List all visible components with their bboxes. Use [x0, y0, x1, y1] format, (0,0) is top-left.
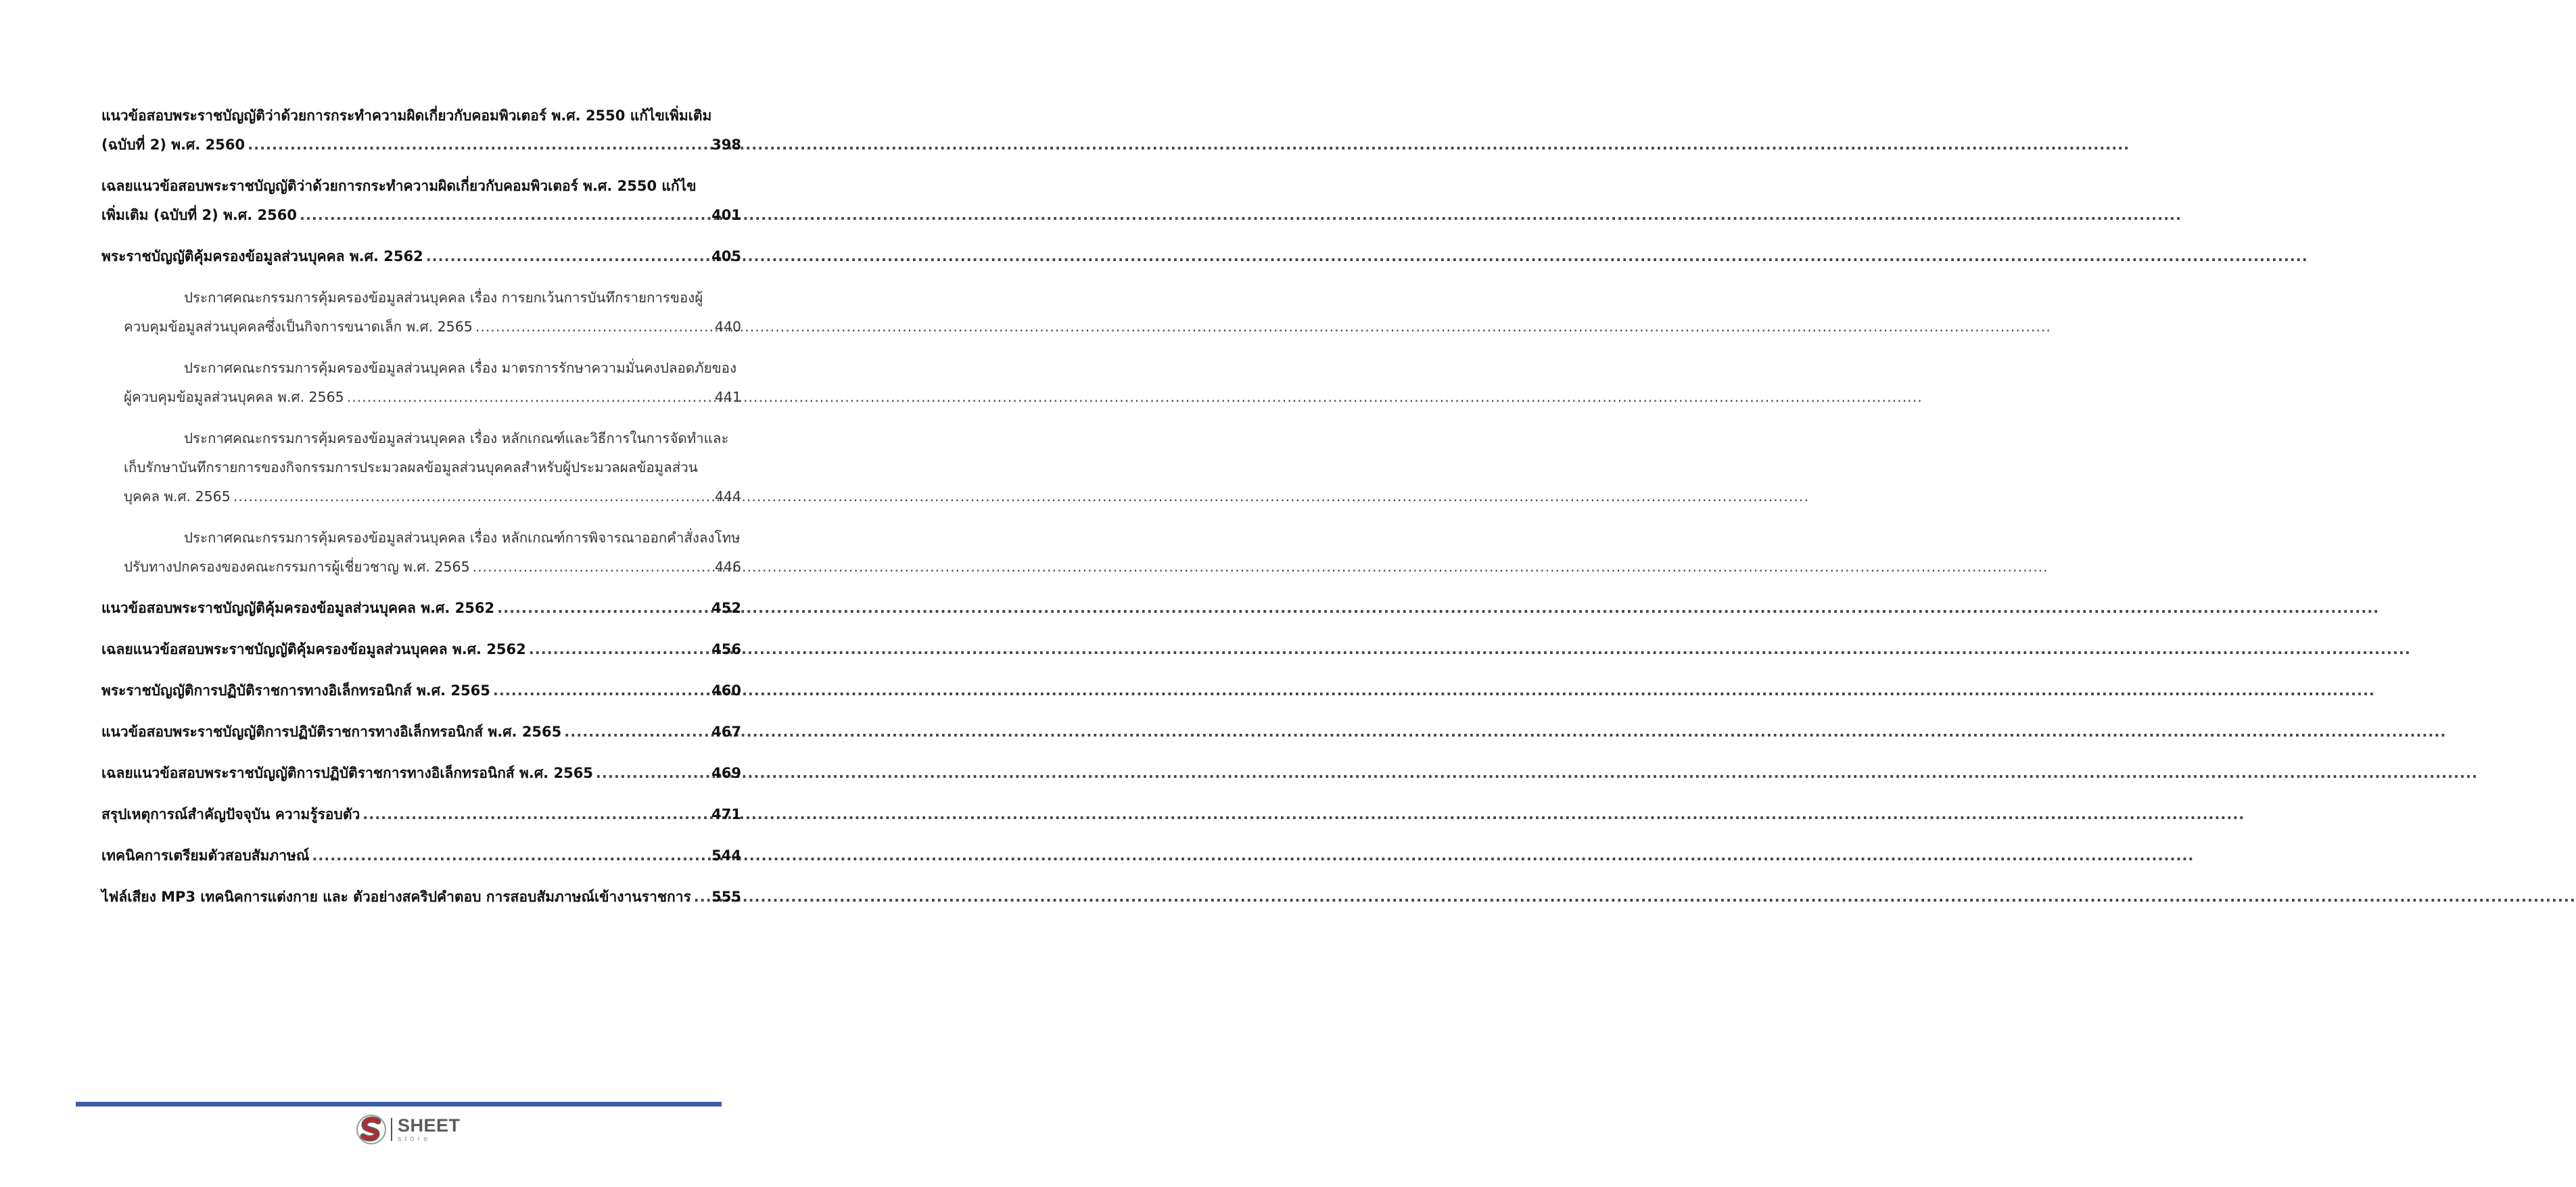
toc-entry[interactable]: [101, 800, 741, 829]
dot-leader: [529, 635, 709, 664]
toc-page-number: 405: [711, 248, 741, 264]
toc-page-number: 398: [711, 137, 741, 153]
dot-leader: [347, 383, 712, 412]
dot-leader: [312, 841, 709, 870]
dot-leader: [233, 482, 712, 511]
toc-entry-title: แนวข้อสอบพระราชบัญญัติการปฏิบัติราชการทางอิเล็กทรอนิกส์ พ.ศ. 2565: [101, 724, 562, 740]
toc-entry-title: สรุปเหตุการณ์สำคัญปัจจุบัน ความรู้รอบตัว: [101, 806, 360, 822]
toc-entry[interactable]: [101, 718, 741, 747]
logo-brand-text: SHEET: [398, 1115, 461, 1136]
toc-page-number: 555: [711, 889, 741, 905]
footer-rule: [76, 1102, 722, 1107]
toc-page-number: 452: [711, 600, 741, 616]
sheet-store-s-logo-icon: [356, 1114, 387, 1145]
dot-leader: [248, 131, 709, 160]
toc-entry[interactable]: [101, 635, 741, 664]
toc-page-number: 467: [711, 724, 741, 740]
toc-entry[interactable]: [101, 172, 741, 230]
toc-subentry-title: ประกาศคณะกรรมการคุ้มครองข้อมูลส่วนบุคคล เรื่อง การยกเว้นการบันทึกรายการของผู้: [184, 289, 703, 306]
logo-brand-subtext: store: [398, 1134, 431, 1143]
toc-subentry[interactable]: [101, 523, 741, 582]
dot-leader: [497, 594, 709, 623]
toc-subentry-title-cont: ปรับทางปกครองของคณะกรรมการผู้เชี่ยวชาญ พ.ศ. 2565: [124, 559, 470, 575]
toc-entry-title: แนวข้อสอบพระราชบัญญัติคุ้มครองข้อมูลส่วนบุคคล พ.ศ. 2562: [101, 600, 495, 616]
toc-page-number: 471: [711, 806, 741, 822]
logo-wordmark: [398, 1117, 461, 1143]
toc-subentry-title-cont: ผู้ควบคุมข้อมูลส่วนบุคคล พ.ศ. 2565: [124, 389, 344, 405]
toc-subentry-title-cont: ควบคุมข้อมูลส่วนบุคคลซึ่งเป็นกิจการขนาดเล็ก พ.ศ. 2565: [124, 319, 473, 335]
toc-page-number: 440: [714, 319, 741, 335]
toc-page-number: 460: [711, 682, 741, 699]
toc-page-number: 401: [711, 207, 741, 223]
dot-leader: [426, 242, 709, 271]
dot-leader: [475, 312, 712, 342]
toc-entry[interactable]: [101, 883, 741, 912]
toc-subentry-title: ประกาศคณะกรรมการคุ้มครองข้อมูลส่วนบุคคล เรื่อง มาตรการรักษาความมั่นคงปลอดภัยของ: [184, 360, 736, 376]
toc-entry[interactable]: [101, 101, 741, 160]
toc-entry-title: แนวข้อสอบพระราชบัญญัติว่าด้วยการกระทำความผิดเกี่ยวกับคอมพิวเตอร์ พ.ศ. 2550 แก้ไขเพิ่มเติม: [101, 108, 712, 124]
toc-entry-title: เฉลยแนวข้อสอบพระราชบัญญัติการปฏิบัติราชการทางอิเล็กทรอนิกส์ พ.ศ. 2565: [101, 765, 593, 781]
dot-leader: [300, 201, 709, 230]
toc-page-number: 441: [714, 389, 741, 405]
toc-subentry-title: ประกาศคณะกรรมการคุ้มครองข้อมูลส่วนบุคคล เรื่อง หลักเกณฑ์การพิจารณาออกคำสั่งลงโทษ: [184, 530, 741, 546]
toc-entry-title: พระราชบัญญัติการปฏิบัติราชการทางอิเล็กทรอนิกส์ พ.ศ. 2565: [101, 682, 490, 699]
toc-entry-title: พระราชบัญญัติคุ้มครองข้อมูลส่วนบุคคล พ.ศ. 2562: [101, 248, 423, 264]
toc-page-number: 446: [714, 559, 741, 575]
logo-divider: [391, 1118, 392, 1141]
toc-entry[interactable]: [101, 759, 741, 788]
toc-entry-title: ไฟล์เสียง MP3 เทคนิคการแต่งกาย และ ตัวอย่างสคริปคำตอบ การสอบสัมภาษณ์เข้างานราชการ: [101, 889, 691, 905]
toc-subentry-title-cont: เก็บรักษาบันทึกรายการของกิจกรรมการประมวลผลข้อมูลส่วนบุคคลสำหรับผู้ประมวลผลข้อมูลส่วน: [124, 459, 698, 475]
dot-leader: [493, 676, 709, 705]
toc-page-number: 544: [711, 847, 741, 864]
toc-subentry[interactable]: [101, 354, 741, 412]
toc-entry-title: เฉลยแนวข้อสอบพระราชบัญญัติว่าด้วยการกระทำความผิดเกี่ยวกับคอมพิวเตอร์ พ.ศ. 2550 แก้ไข: [101, 178, 697, 194]
toc-entry-title: เฉลยแนวข้อสอบพระราชบัญญัติคุ้มครองข้อมูลส่วนบุคคล พ.ศ. 2562: [101, 641, 526, 657]
table-of-contents: [101, 101, 741, 924]
dot-leader: [473, 553, 712, 582]
toc-entry[interactable]: [101, 841, 741, 870]
toc-subentry[interactable]: [101, 283, 741, 342]
toc-subentry[interactable]: [101, 424, 741, 511]
toc-entry[interactable]: [101, 242, 741, 271]
toc-page-number: 444: [714, 488, 741, 505]
dot-leader: [694, 883, 709, 912]
toc-entry-title: เทคนิคการเตรียมตัวสอบสัมภาษณ์: [101, 847, 310, 864]
toc-page-number: 456: [711, 641, 741, 657]
dot-leader: [596, 759, 709, 788]
toc-entry-title-cont: เพิ่มเติม (ฉบับที่ 2) พ.ศ. 2560: [101, 207, 297, 223]
sheet-store-logo: [356, 1113, 461, 1146]
toc-entry[interactable]: [101, 594, 741, 623]
toc-subentry-title: ประกาศคณะกรรมการคุ้มครองข้อมูลส่วนบุคคล เรื่อง หลักเกณฑ์และวิธีการในการจัดทำและ: [184, 430, 729, 446]
toc-page-number: 469: [711, 765, 741, 781]
dot-leader: [362, 800, 709, 829]
toc-entry-title-cont: (ฉบับที่ 2) พ.ศ. 2560: [101, 137, 245, 153]
dot-leader: [564, 718, 709, 747]
toc-subentry-title-cont: บุคคล พ.ศ. 2565: [124, 488, 231, 505]
toc-entry[interactable]: [101, 676, 741, 705]
